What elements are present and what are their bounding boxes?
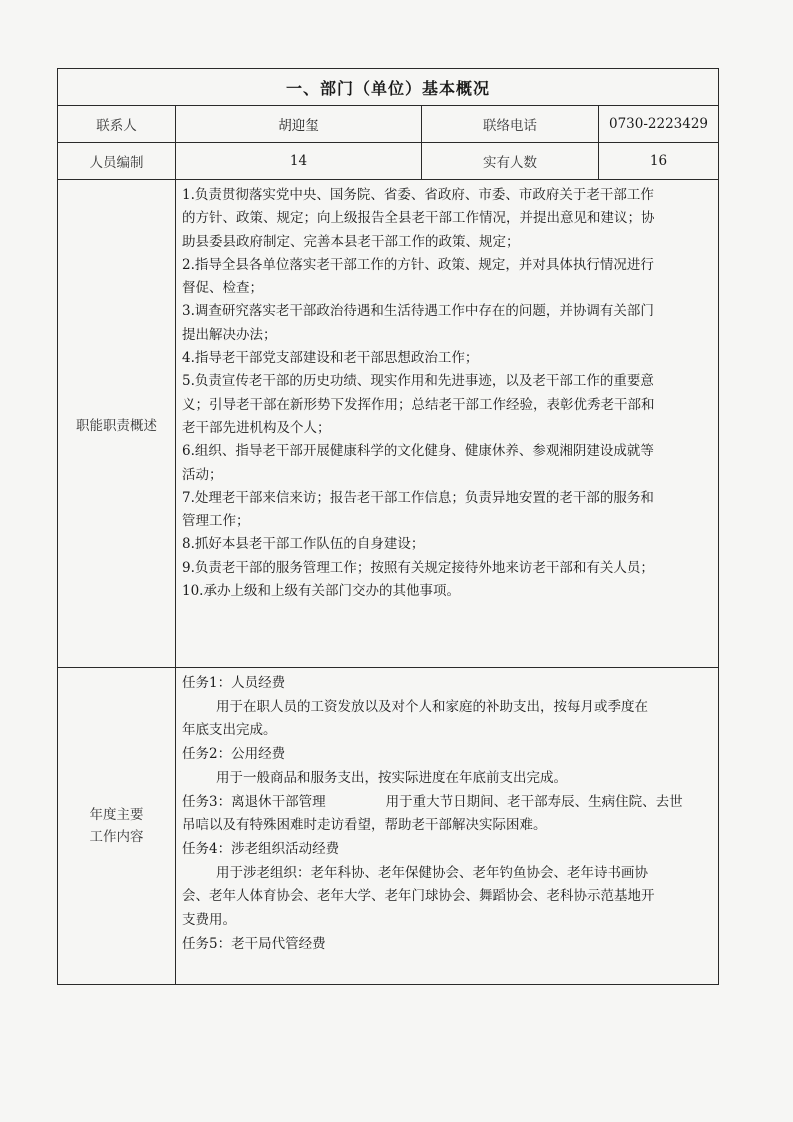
task1-desc: 用于在职人员的工资发放以及对个人和家庭的补助支出，按每月或季度在	[216, 698, 648, 715]
contact-name: 胡迎玺	[176, 106, 422, 143]
staff-quota-label: 人员编制	[58, 143, 176, 180]
task1-title: 任务1：人员经费	[182, 675, 286, 691]
duty-line: 老干部先进机构及个人；	[182, 419, 331, 436]
tasks-row	[58, 668, 719, 985]
duty-line: 7.处理老干部来信来访；报告老干部工作信息；负责异地安置的老干部的服务和	[182, 489, 654, 506]
duty-line: 9.负责老干部的服务管理工作；按照有关规定接待外地来访老干部和有关人员；	[182, 559, 654, 576]
tasks-label	[58, 668, 176, 985]
duty-line: 10.承办上级和上级有关部门交办的其他事项。	[182, 583, 460, 600]
task1-desc-cont: 年底支出完成。	[182, 722, 277, 739]
task4-desc-cont: 会、老年人体育协会、老年大学、老年门球协会、舞蹈协会、老科协示范基地开	[182, 888, 655, 905]
basic-info-table	[57, 68, 719, 985]
duty-line: 助县委县政府制定、完善本县老干部工作的政策、规定；	[182, 233, 520, 250]
task5-title: 任务5：老干局代管经费	[182, 935, 326, 952]
task4-desc-end: 支费用。	[182, 912, 236, 929]
task2-desc: 用于一般商品和服务支出，按实际进度在年底前支出完成。	[216, 769, 567, 786]
task4-desc: 用于涉老组织：老年科协、老年保健协会、老年钓鱼协会、老年诗书画协	[216, 864, 648, 881]
duties-row	[58, 180, 719, 668]
tasks-label-line1: 年度主要	[89, 807, 144, 823]
duty-line: 2.指导全县各单位落实老干部工作的方针、政策、规定，并对具体执行情况进行	[182, 256, 654, 273]
phone-value: 0730-2223429	[599, 106, 719, 143]
duties-content	[176, 180, 719, 668]
duty-line: 的方针、政策、规定；向上级报告全县老干部工作情况，并提出意见和建议；协	[182, 210, 655, 227]
duty-line: 5.负责宣传老干部的历史功绩、现实作用和先进事迹，以及老干部工作的重要意	[182, 373, 654, 390]
duty-line: 6.组织、指导老干部开展健康科学的文化健身、健康休养、参观湘阴建设成就等	[182, 443, 654, 460]
phone-label: 联络电话	[422, 106, 599, 143]
contact-label: 联系人	[58, 106, 176, 143]
actual-staff-label: 实有人数	[422, 143, 599, 180]
staff-row	[58, 143, 719, 180]
duties-label: 职能职责概述	[58, 180, 176, 668]
task3-desc-cont: 吊唁以及有特殊困难时走访看望，帮助老干部解决实际困难。	[182, 817, 547, 834]
table-title: 一、部门（单位）基本概况	[58, 69, 719, 106]
duty-line: 义；引导老干部在新形势下发挥作用；总结老干部工作经验，表彰优秀老干部和	[182, 396, 655, 413]
duty-line: 3.调查研究落实老干部政治待遇和生活待遇工作中存在的问题，并协调有关部门	[182, 303, 654, 320]
duty-line: 提出解决办法；	[182, 326, 277, 343]
task4-title: 任务4：涉老组织活动经费	[182, 840, 340, 857]
task3-desc: 用于重大节日期间、老干部寿辰、生病住院、去世	[385, 793, 683, 810]
duty-line: 管理工作；	[182, 513, 250, 530]
tasks-label-line2: 工作内容	[89, 829, 144, 845]
contact-row	[58, 106, 719, 143]
task3-title: 任务3：离退休干部管理	[182, 793, 326, 810]
duty-line: 活动；	[182, 466, 223, 483]
staff-quota-value: 14	[176, 143, 422, 180]
duty-line: 4.指导老干部党支部建设和老干部思想政治工作；	[182, 350, 479, 367]
duty-line: 1.负责贯彻落实党中央、国务院、省委、省政府、市委、市政府关于老干部工作	[182, 187, 654, 203]
task2-title: 任务2：公用经费	[182, 746, 286, 763]
duty-line: 督促、检查；	[182, 280, 263, 297]
actual-staff-value: 16	[599, 143, 719, 180]
tasks-content	[176, 668, 719, 985]
task3-line	[182, 791, 712, 815]
duty-line: 8.抓好本县老干部工作队伍的自身建设；	[182, 536, 425, 553]
